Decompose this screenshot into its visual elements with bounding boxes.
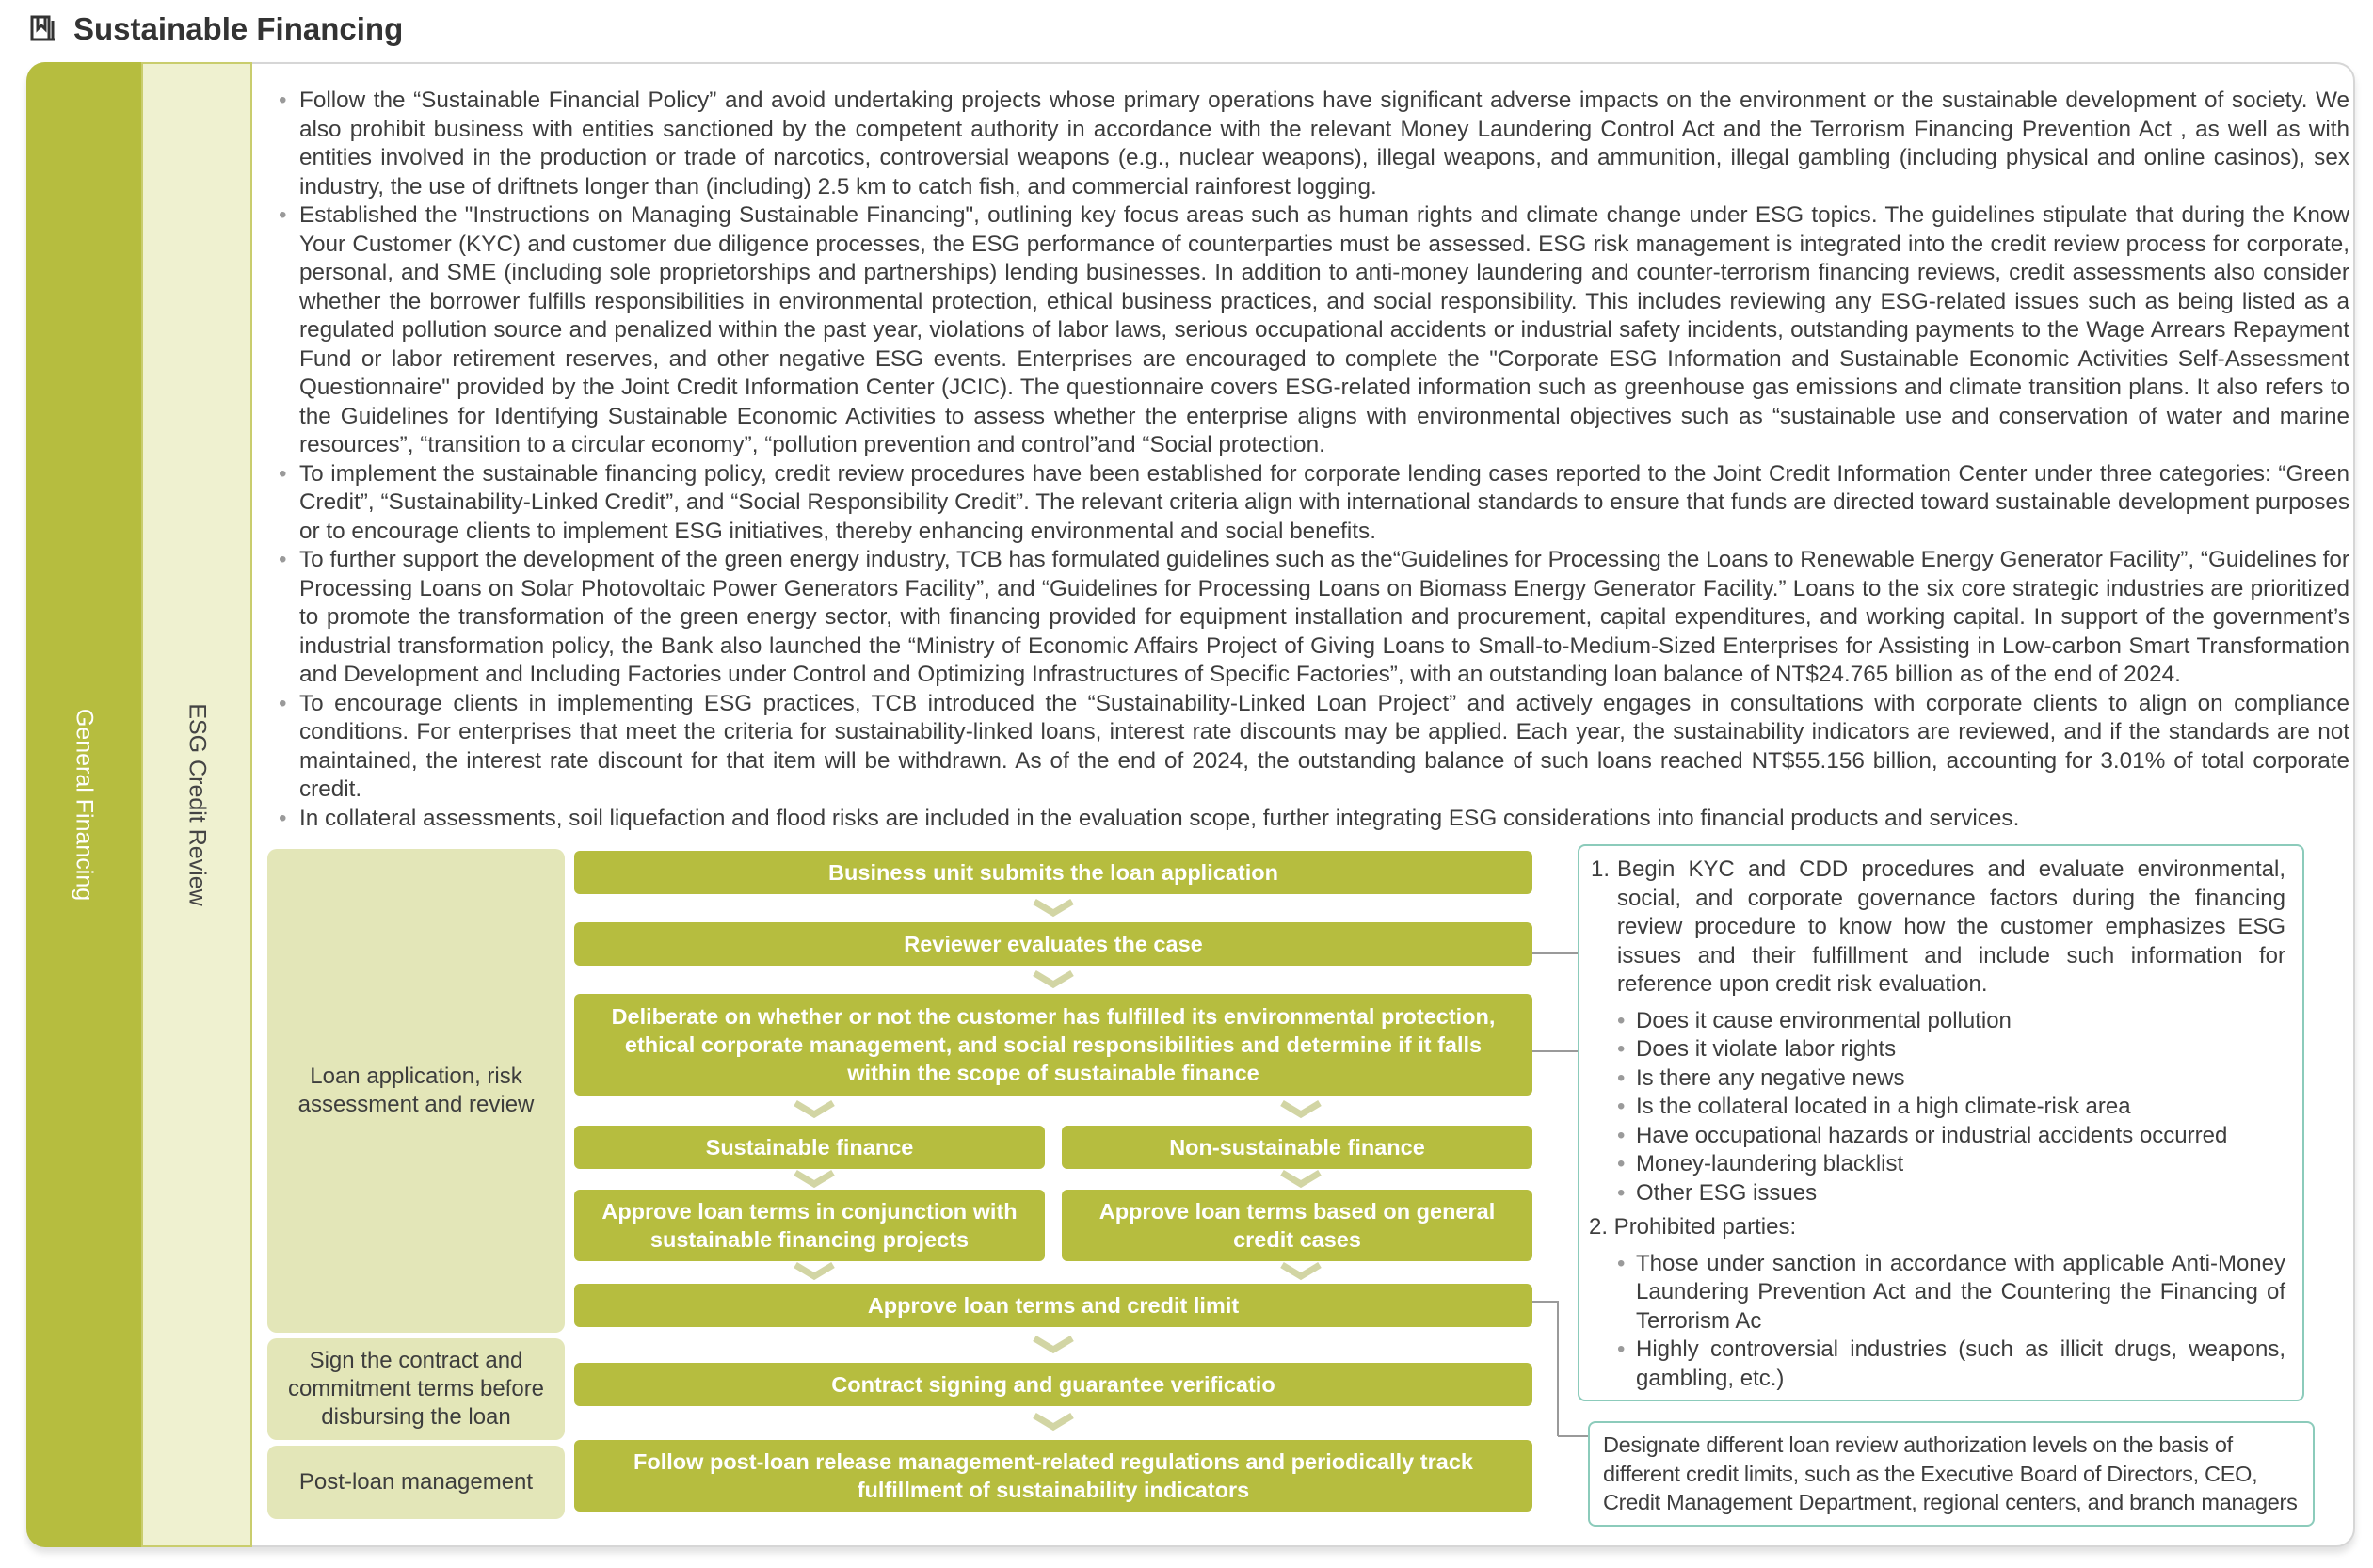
flow-deliberate bbox=[574, 994, 1532, 1096]
chevron-down-icon bbox=[1280, 1099, 1322, 1120]
stage-loan-application-label: Loan application, risk assessment and review bbox=[297, 1064, 535, 1117]
chevron-down-icon bbox=[1280, 1169, 1322, 1190]
flow-post-loan-text: Follow post-loan release management-related regulations and periodically track fulfillment of sustainability indicators bbox=[633, 1449, 1473, 1502]
chevron-down-icon bbox=[794, 1169, 835, 1190]
flow-sustainable-finance bbox=[574, 1126, 1045, 1169]
stage-post-loan-label: Post-loan management bbox=[298, 1469, 534, 1495]
chevron-down-icon bbox=[1033, 1412, 1074, 1432]
esg-check-item: • Is the collateral located in a high climate-risk area bbox=[1636, 1093, 2285, 1122]
flow-approve-credit-limit-text: Approve loan terms and credit limit bbox=[867, 1293, 1240, 1318]
criteria-item2-heading: 2. Prohibited parties: bbox=[1589, 1214, 1797, 1240]
connector-line bbox=[1558, 1435, 1588, 1437]
stage-loan-application bbox=[267, 849, 565, 1333]
flow-non-sustainable-finance bbox=[1062, 1126, 1532, 1169]
flow-approve-general-text: Approve loan terms based on general credit cases bbox=[1098, 1199, 1496, 1252]
esg-credit-review-column bbox=[141, 62, 252, 1547]
chevron-down-icon bbox=[1033, 969, 1074, 990]
stage-post-loan bbox=[267, 1446, 565, 1519]
esg-check-item: • Does it violate labor rights bbox=[1636, 1035, 2285, 1064]
policy-bullet-list bbox=[279, 87, 2349, 833]
policy-bullet: • To further support the development of the green energy industry, TCB has formulated guidelines such as the“Guidelines for Processing the Loans to Renewable Energy Generator Facility”, “Guidelines for Processing Loans on Solar Photovoltaic Power Generators Facility”, and “Guidelines for Processing Loans on Biomass Energy Generator Facility.” Loans to the six core strategic industries are prioritized to promote the transformation of the green energy sector, with financing provided for equipment installation and procurement, capital expenditures, and working capital. In support of the government’s industrial transformation policy, the Bank also launched the “Ministry of Economic Affairs Project of Giving Loans to Small-to-Medium-Sized Enterprises for Assisting in Low-carbon Smart Transformation and Development and Including Factories under Control and Optimizing Infrastructures of Specific Factories”, with an outstanding loan balance of NT$24.765 billion as of the end of 2024. bbox=[279, 546, 2349, 690]
chevron-down-icon bbox=[1280, 1261, 1322, 1282]
stage-contract bbox=[267, 1338, 565, 1440]
policy-bullet: • In collateral assessments, soil liquefaction and flood risks are included in the evaluation scope, further integrating ESG considerations into financial products and services. bbox=[279, 805, 2349, 834]
policy-bullet: • To encourage clients in implementing ESG practices, TCB introduced the “Sustainability-Linked Loan Project” and actively engages in consultations with corporate clients to align on compliance conditions. For enterprises that meet the criteria for sustainability-linked loans, interest rate discounts may be applied. Each year, the sustainability indicators are reviewed, and if the standards are not maintained, the interest rate discount for that item will be withdrawn. As of the end of 2024, the outstanding balance of such loans reached NT$55.156 billion, accounting for 3.01% of total corporate credit. bbox=[279, 690, 2349, 805]
connector-line bbox=[1532, 952, 1578, 954]
flow-deliberate-text: Deliberate on whether or not the customer has fulfilled its environmental protection, ethical corporate management, and social responsibilities and determine if it falls within the scope of sustainable finance bbox=[611, 1004, 1496, 1085]
bookmark-icon bbox=[30, 15, 56, 43]
esg-review-criteria-box bbox=[1578, 844, 2304, 1401]
authorization-note-box bbox=[1588, 1421, 2315, 1527]
policy-bullet: • Follow the “Sustainable Financial Policy” and avoid undertaking projects whose primary operations have significant adverse impacts on the environment or the sustainable development of society. We also prohibit business with entities sanctioned by the competent authority in accordance with the relevant Money Laundering Control Act and the Terrorism Financing Prevention Act , as well as with entities involved in the production or trade of narcotics, controversial weapons (e.g., nuclear weapons), illegal weapons, and ammunition, illegal gambling (including physical and online casinos), sex industry, the use of driftnets longer than (including) 2.5 km to catch fish, and commercial rainforest logging. bbox=[279, 87, 2349, 201]
esg-check-item: • Money-laundering blacklist bbox=[1636, 1150, 2285, 1179]
flow-approve-sustainable-text: Approve loan terms in conjunction with sustainable financing projects bbox=[601, 1199, 1018, 1252]
chevron-down-icon bbox=[1033, 898, 1074, 919]
esg-check-list bbox=[1617, 1007, 2285, 1208]
criteria-item1-text: Begin KYC and CDD procedures and evaluate environmental, social, and corporate governance factors during the financing review procedure to know how the customer emphasizes ESG issues and their fulfillment and include such information for reference upon credit risk evaluation. bbox=[1617, 856, 2285, 997]
esg-credit-review-label: ESG Credit Review bbox=[184, 703, 211, 906]
chevron-down-icon bbox=[794, 1261, 835, 1282]
flow-contract-signing-text: Contract signing and guarantee verificatio bbox=[831, 1372, 1275, 1397]
esg-check-item: • Does it cause environmental pollution bbox=[1636, 1007, 2285, 1036]
prohibited-party-item: • Those under sanction in accordance with applicable Anti-Money Laundering Prevention Act and the Countering the Financing of Terrorism Ac bbox=[1636, 1250, 2285, 1336]
flow-approve-credit-limit bbox=[574, 1284, 1532, 1327]
stage-contract-label: Sign the contract and commitment terms before disbursing the loan bbox=[287, 1348, 545, 1430]
flow-post-loan bbox=[574, 1440, 1532, 1512]
esg-check-item: • Is there any negative news bbox=[1636, 1064, 2285, 1094]
policy-bullet: • Established the "Instructions on Managing Sustainable Financing", outlining key focus areas such as human rights and climate change under ESG topics. The guidelines stipulate that during the Know Your Customer (KYC) and customer due diligence processes, the ESG performance of counterparties must be assessed. ESG risk management is integrated into the credit review process for corporate, personal, and SME (including sole proprietorships and partnerships) lending businesses. In addition to anti-money laundering and counter-terrorism financing reviews, credit assessments also consider whether the borrower fulfills responsibilities in environmental protection, ethical business practices, and social responsibility. This includes reviewing any ESG-related issues such as being listed as a regulated pollution source and penalized within the past year, violations of labor laws, serious occupational accidents or industrial safety incidents, outstanding payments to the Wage Arrears Repayment Fund or labor retirement reserves, and other negative ESG events. Enterprises are encouraged to complete the "Corporate ESG Information and Sustainable Economic Activities Self-Assessment Questionnaire" provided by the Joint Credit Information Center (JCIC). The questionnaire covers ESG-related information such as greenhouse gas emissions and climate transition plans. It also refers to the Guidelines for Identifying Sustainable Economic Activities to assess whether the enterprise aligns with environmental objectives such as “sustainable use and conservation of water and marine resources”, “transition to a circular economy”, “pollution prevention and control”and “Social protection. bbox=[279, 201, 2349, 460]
flow-reviewer-evaluates-text: Reviewer evaluates the case bbox=[904, 932, 1203, 956]
general-financing-column bbox=[26, 62, 141, 1547]
flow-submit-application-text: Business unit submits the loan application bbox=[828, 860, 1278, 885]
policy-bullet: • To implement the sustainable financing policy, credit review procedures have been established for corporate lending cases reported to the Joint Credit Information Center under three categories: “Green Credit”, “Sustainability-Linked Credit”, and “Social Responsibility Credit”. The relevant criteria align with international standards to ensure that funds are directed toward sustainable development purposes or to encourage clients to implement ESG initiatives, thereby enhancing environmental and social benefits. bbox=[279, 460, 2349, 547]
prohibited-parties-list bbox=[1617, 1250, 2285, 1394]
esg-check-item: • Have occupational hazards or industrial accidents occurred bbox=[1636, 1122, 2285, 1151]
flow-submit-application bbox=[574, 851, 1532, 894]
flow-contract-signing bbox=[574, 1363, 1532, 1406]
chevron-down-icon bbox=[1033, 1335, 1074, 1355]
flow-sustainable-finance-text: Sustainable finance bbox=[705, 1135, 914, 1160]
general-financing-label: General Financing bbox=[71, 708, 98, 902]
prohibited-party-item: • Highly controversial industries (such as illicit drugs, weapons, gambling, etc.) bbox=[1636, 1336, 2285, 1393]
connector-line bbox=[1532, 1050, 1578, 1052]
flow-reviewer-evaluates bbox=[574, 922, 1532, 966]
flow-non-sustainable-finance-text: Non-sustainable finance bbox=[1169, 1135, 1425, 1160]
flow-approve-general bbox=[1062, 1190, 1532, 1261]
page-title: Sustainable Financing bbox=[73, 11, 404, 46]
esg-check-item: • Other ESG issues bbox=[1636, 1179, 2285, 1208]
connector-line bbox=[1532, 1301, 1559, 1436]
chevron-down-icon bbox=[794, 1099, 835, 1120]
flow-approve-sustainable bbox=[574, 1190, 1045, 1261]
criteria-item1-number: 1. bbox=[1591, 856, 1611, 882]
authorization-note-text: Designate different loan review authorization levels on the basis of different credit limits, such as the Executive Board of Directors, CEO, Credit Management Department, regional centers, and branch managers bbox=[1603, 1432, 2298, 1514]
